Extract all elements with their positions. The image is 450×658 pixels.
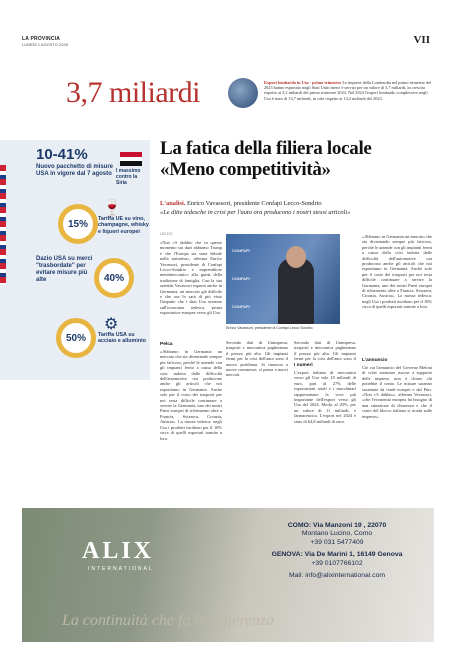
- advertisement[interactable]: [22, 508, 434, 642]
- stat-title: Export lombardo in Usa - primo trimestre: [264, 80, 342, 85]
- article-col-5: Ciò cui l'annuncio del Governo Meloni di voler stanziare risorse a supporto delle imprese, non è chiaro chi potrebbe il conto. Le misure saranno sostenute da fondi europei e dal Pnrr. «Non c'è dubbio», afferma Vavassori, «che l'economia europea ha bisogno di una situazione di chiarezza e che il conto del blocco italiano si ricada sulle imprese».: [362, 365, 432, 419]
- ad-brand-sub: INTERNATIONAL: [88, 566, 154, 572]
- pct-50-label: Tariffa USA su acciaio e alluminio: [98, 332, 146, 345]
- subhead-1: Pelca: [160, 342, 173, 347]
- ad-line-6: Mail: info@alixinternational.com: [288, 572, 386, 580]
- newspaper-name: LA PROVINCIA: [22, 36, 61, 42]
- pct-40-ring: [94, 258, 134, 298]
- flag-label: I massimo contro la Siria: [116, 168, 141, 186]
- ad-contacts: [244, 522, 430, 584]
- pct-50: 50%: [65, 332, 86, 344]
- ad-line-1: COMO: Via Manzoni 19 , 22070: [287, 522, 387, 529]
- dazio-label: Dazio USA su merci "trasbordate" per evitare misure più alte: [36, 256, 93, 283]
- subhead-3: L'annuncio: [362, 358, 388, 363]
- pct-50-ring: [56, 318, 96, 358]
- article-col-3: L'export italiano di meccanica verso gli Usa vale 18 miliardi di euro, pari al 27% delle esportazioni totali e i macchinari rappresentano la voce più importante dell'export verso gli Usa del 2024. Moda, al 20%, per un valore di 11 miliardi, e farmaceutica. L'export nel 2024 è stato di 64,8 miliardi di euro.: [294, 370, 356, 424]
- globe-icon: [228, 78, 258, 108]
- syria-flag-icon: [120, 152, 142, 166]
- kicker: [160, 200, 432, 208]
- headline: La fatica della filiera locale «Meno competitività»: [160, 138, 372, 180]
- wine-glass-icon: 🍷: [102, 198, 122, 217]
- photo-caption: Enrico Vavassori, presidente di Confapi Lecco Sondrio: [226, 326, 313, 330]
- kicker-text: Enrico Vavassori, presidente Confapi Lecco-Sondrio: [187, 200, 322, 207]
- article-col-3a: Secondo dati di Unimpresa, trasporti e meccanica pagheranno il prezzo più alto. Gli impianti fermi per la crisi dell'auto sono il: [294, 340, 356, 362]
- stat-box: [264, 80, 434, 101]
- article-photo: CONFAPI CONFAPI CONFAPI: [226, 234, 340, 324]
- pct-15-ring: [58, 204, 98, 244]
- stat-value: 3,7 miliardi: [66, 76, 200, 109]
- masthead: [22, 36, 430, 50]
- article-col-1b: «Abbiamo in Germania un mercato che sta diventando sempre più faticoso, perché le aziende con gli impianti fermi a causa della crisi indotta dalle difficoltà dell'automotive ora producono anche gli articoli che noi esportiamo in Germania. Anche solo per il costo dei trasporti per noi resta difficile continuare a servire la Germania, uno dei nostri Paesi europei di riferimento oltre a Francia, Svizzera, Croazia, Austria». La mossa tedesca: negli Usa i prodotti incidono per il 10% circa di quelli esportati tramite a loro.: [160, 349, 222, 441]
- issue-date: LUNEDÌ 1 AGOSTO 2025: [22, 42, 68, 47]
- ad-brand: ALIX: [82, 538, 155, 564]
- stat-text: Le imprese della Lombardia nel primo trimestre del 2025 hanno esportato negli Stati Uniti merci e servizi per un valore di 3,7 miliardi, in crescita rispetto ai 3,2 miliardi del primo trimestre 2024. Nel 2024 l'export lombardo complessivo negli Usa è stato di 13,7 miliardi, in calo rispetto ai 14,2 miliardi del 2023.: [264, 80, 432, 101]
- article-col-2: Secondo dati di Unimpresa, trasporti e meccanica pagheranno il prezzo più alto. Gli impianti fermi per la crisi dell'auto sono il nuovo problema. Si rinuncia a nuove commesse, si pensa a nuovi mercati.: [226, 340, 288, 378]
- byline: LECCO: [160, 232, 173, 236]
- pct-40: 40%: [103, 272, 124, 284]
- article-col-1: «Non c'è dubbio che in questo momento sui dazi abbiamo Trump e che l'Europa sia stata debole nella trattativa», afferma Enrico Vavassori, presidente di Confapi Lecco-Sondrio e imprenditore metalmeccanico alla guida della tradizione di famiglia. Con la sua azienda Vavassori esporta anche in Germania, un mercato già difficile e che ora lo sarà di più visto l'impatto che i dazi Usa avranno sull'economia tedesca, prima esportatrice europea verso gli Usa.: [160, 240, 222, 316]
- range-label: Nuovo pacchetto di misure USA in vigore dal 7 agosto: [36, 164, 114, 177]
- article-col-4: «Abbiamo in Germania un mercato che sta diventando sempre più faticoso, perché le aziende con gli impianti fermi a causa della crisi indotta dalle difficoltà dell'automotive ora producono anche gli articoli che noi esportiamo in Germania. Anche solo per il costo dei trasporti per noi resta difficile continuare a servire la Germania, uno dei nostri Paesi europei di riferimento oltre a Francia, Svizzera, Croazia, Austria». La mossa tedesca: negli Usa i prodotti incidono per il 10% circa di quelli esportati tramite a loro.: [362, 234, 432, 310]
- ad-line-4: GENOVA: Via De Marini 1, 16149 Genova: [271, 551, 403, 559]
- steel-icon: ⚙: [104, 314, 119, 333]
- pct-15: 15%: [67, 218, 88, 230]
- ad-line-5: +39 0107766102: [311, 559, 363, 567]
- subhead-2: I numeri: [294, 363, 313, 368]
- page-number: VII: [413, 34, 430, 46]
- subheadline-quote: «Le ditte tedesche in crisi per l'auto ora producono i nostri stessi articoli»: [160, 209, 351, 216]
- ad-line-3: +39 031 5477409: [310, 538, 364, 546]
- ad-tagline: La continuità che fa la differenza: [62, 612, 275, 629]
- us-flag-stripe: [0, 165, 6, 285]
- ad-line-2: Montano Lucino, Como: [301, 530, 373, 538]
- range-value: 10-41%: [36, 146, 88, 163]
- pct-15-label: Tariffa UE su vino, champagne, whisky e liquori europei: [98, 216, 149, 235]
- kicker-label: L'analisi.: [160, 200, 186, 207]
